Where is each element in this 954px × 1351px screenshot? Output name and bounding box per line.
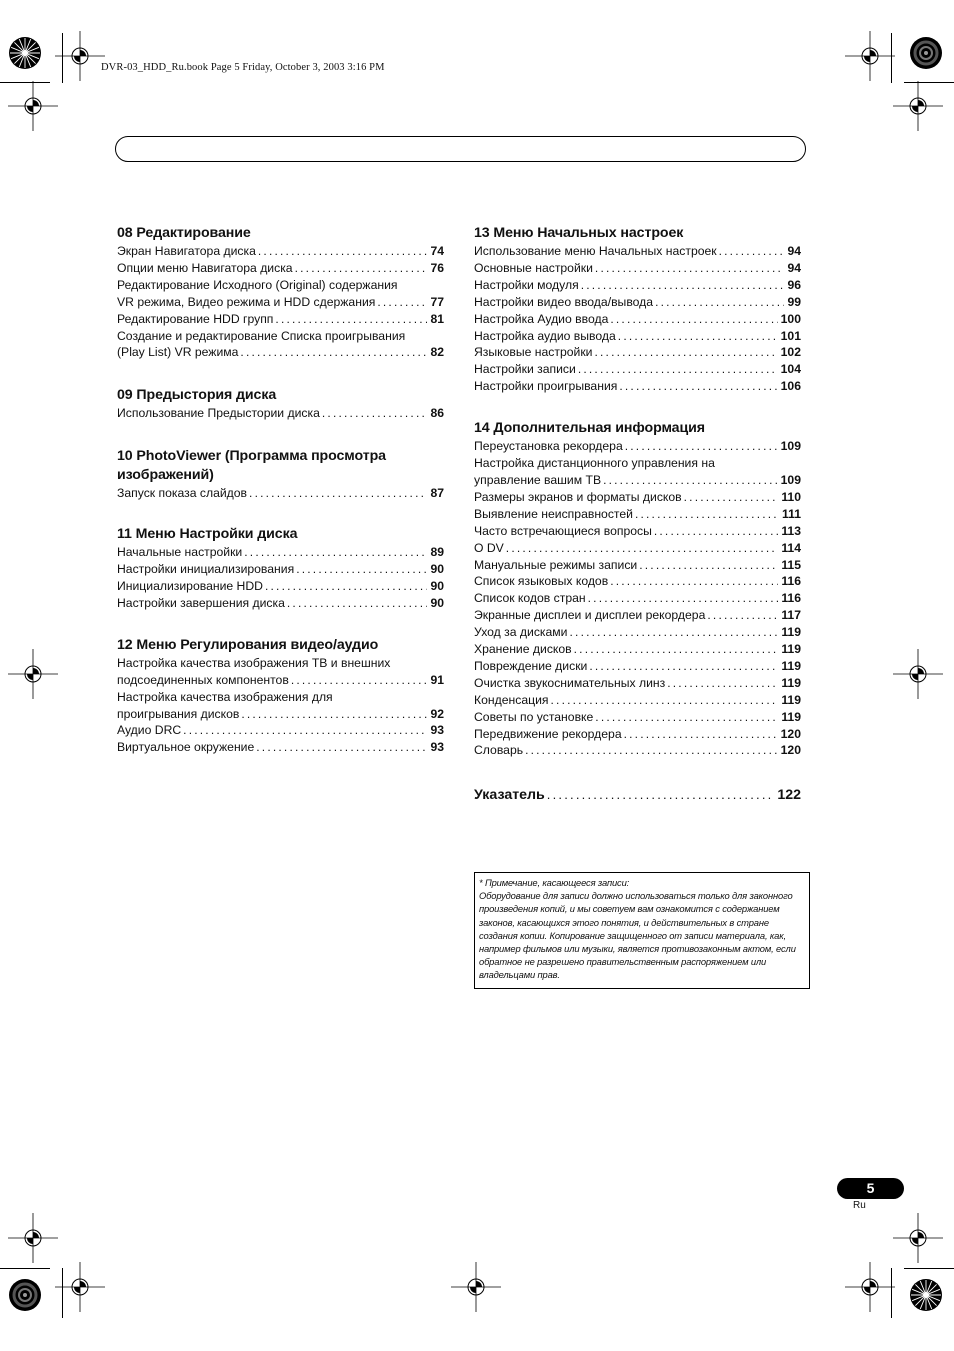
entry-text: проигрывания дисков <box>117 706 240 721</box>
toc-entry[interactable] <box>474 344 801 361</box>
registration-mark-icon <box>893 81 943 131</box>
toc-entry[interactable] <box>474 692 801 709</box>
section-title: 09 Предыстория диска <box>117 387 277 404</box>
entry-text: Настройка качества изображения ТВ и внешних <box>117 655 391 670</box>
toc-entry[interactable] <box>117 243 444 260</box>
toc-entry[interactable] <box>474 455 801 489</box>
page-ref: 87 <box>430 486 444 501</box>
page-ref: 119 <box>781 675 801 690</box>
recording-note-box <box>474 872 810 989</box>
entry-text: Использование Предыстории диска <box>117 406 320 421</box>
toc-entry[interactable] <box>117 689 444 723</box>
toc-entry[interactable] <box>474 378 801 395</box>
entry-text: Часто встречающиеся вопросы <box>474 523 652 538</box>
registration-mark-icon <box>845 1262 895 1312</box>
toc-section <box>117 224 444 361</box>
entry-text: (Play List) VR режима <box>117 345 239 360</box>
page-ref: 90 <box>430 595 444 610</box>
page-ref: 94 <box>787 260 801 275</box>
color-wheel-icon <box>909 36 943 70</box>
crop-mark <box>0 1268 50 1269</box>
entry-text: VR режима, Видео режима и HDD сдержания <box>117 294 376 309</box>
leader-dots <box>570 624 779 641</box>
color-wheel-icon <box>8 36 42 70</box>
leader-dots <box>551 692 779 709</box>
toc-entry[interactable] <box>474 624 801 641</box>
toc-section <box>474 224 801 395</box>
note-text: Оборудование для записи должно использоваться только для законного произведения копий, и мы советуем вам ознакомится с содержанием законов, касающихся этого понятия, и действительных в стране создания копии. Копирование защищенного от записи материала, как, например фильмов или музыки, является противозаконным актом, если обратное не разрешено правительственным распоряжением или владельцами прав. <box>479 890 796 981</box>
leader-dots <box>525 742 778 759</box>
page-ref: 76 <box>430 260 444 275</box>
entry-text: Создание и редактирование Списка проигрывания <box>117 328 406 343</box>
leader-dots <box>547 787 775 802</box>
leader-dots <box>588 590 779 607</box>
entry-text: Языковые настройки <box>474 345 593 360</box>
page-ref: 115 <box>781 557 801 572</box>
page-ref: 114 <box>781 540 801 555</box>
page-ref: 86 <box>430 406 444 421</box>
entry-text: подсоединенных компонентов <box>117 672 289 687</box>
section-title: 08 Редактирование <box>117 225 251 241</box>
toc-entry[interactable] <box>117 311 444 328</box>
leader-dots <box>667 675 778 692</box>
registration-mark-icon <box>893 649 943 699</box>
leader-dots <box>655 294 784 311</box>
entry-text: Хранение дисков <box>474 642 572 657</box>
toc-entry[interactable] <box>117 277 444 311</box>
registration-mark-icon <box>8 1213 58 1263</box>
leader-dots <box>719 243 785 260</box>
toc-entry[interactable] <box>474 277 801 294</box>
page-ref: 122 <box>777 787 801 804</box>
entry-text: Переустановка рекордера <box>474 439 623 454</box>
page-ref: 113 <box>781 523 801 538</box>
entry-text: Начальные настройки <box>117 545 243 560</box>
page-ref: 119 <box>781 642 801 657</box>
toc-entry[interactable] <box>474 607 801 624</box>
entry-text: O DV <box>474 540 504 555</box>
page-ref: 120 <box>780 726 801 741</box>
crop-mark <box>904 1268 954 1269</box>
page-ref: 109 <box>780 472 801 487</box>
toc-entry[interactable] <box>474 311 801 328</box>
page-ref: 92 <box>430 706 444 721</box>
toc-entry[interactable] <box>474 361 801 378</box>
entry-text: Выявление неисправностей <box>474 506 633 521</box>
entry-text: Настройки записи <box>474 362 576 377</box>
toc-entry[interactable] <box>474 294 801 311</box>
leader-dots <box>610 573 778 590</box>
toc-entry[interactable] <box>474 557 801 574</box>
leader-dots <box>291 672 428 689</box>
entry-text: Настройка качества изображения для <box>117 689 333 704</box>
leader-dots <box>377 294 427 311</box>
registration-mark-icon <box>451 1262 501 1312</box>
entry-text: Виртуальное окружение <box>117 740 255 755</box>
toc-entry[interactable] <box>474 658 801 675</box>
toc-entry[interactable] <box>474 243 801 260</box>
leader-dots <box>578 361 778 378</box>
toc-entry[interactable] <box>474 590 801 607</box>
leader-dots <box>574 641 779 658</box>
entry-text: Советы по установке <box>474 709 594 724</box>
entry-text: Настройки проигрывания <box>474 379 618 394</box>
language-code: Ru <box>853 1200 866 1211</box>
registration-mark-icon <box>55 31 105 81</box>
page-ref: 93 <box>430 740 444 755</box>
section-title: 11 Меню Настройки диска <box>117 526 298 543</box>
page-ref: 77 <box>430 294 444 309</box>
toc-section <box>474 419 801 759</box>
leader-dots <box>595 709 778 726</box>
page-ref: 119 <box>781 625 801 640</box>
entry-text: Редактирование HDD групп <box>117 311 274 326</box>
leader-dots <box>275 311 427 328</box>
leader-dots <box>707 607 778 624</box>
entry-text: Настройки модуля <box>474 277 579 292</box>
page-ref: 106 <box>780 379 801 394</box>
toc-entry[interactable] <box>117 722 444 739</box>
entry-text: Передвижение рекордера <box>474 726 622 741</box>
entry-text: Конденсация <box>474 692 549 707</box>
toc-entry[interactable] <box>117 405 444 422</box>
toc-section <box>117 386 444 422</box>
toc-entry[interactable] <box>117 655 444 689</box>
registration-mark-icon <box>8 81 58 131</box>
page-ref: 119 <box>781 658 801 673</box>
entry-text: Настройка Аудио ввода <box>474 311 609 326</box>
leader-dots <box>240 344 427 361</box>
page-ref: 100 <box>780 311 801 326</box>
page-ref: 99 <box>787 294 801 309</box>
index-entry[interactable] <box>474 787 801 803</box>
leader-dots <box>249 485 427 502</box>
entry-text: Мануальные режимы записи <box>474 557 638 572</box>
toc-entry[interactable] <box>474 641 801 658</box>
toc-entry[interactable] <box>474 489 801 506</box>
leader-dots <box>287 595 428 612</box>
entry-text: Список языковых кодов <box>474 574 609 589</box>
entry-text: Очистка звукоснимательных линз <box>474 675 666 690</box>
registration-mark-icon <box>55 1262 105 1312</box>
leader-dots <box>322 405 428 422</box>
leader-dots <box>241 706 427 723</box>
toc-section <box>117 447 444 502</box>
leader-dots <box>639 557 778 574</box>
color-wheel-icon <box>909 1278 943 1312</box>
toc-entry[interactable] <box>474 573 801 590</box>
section-title: 14 Дополнительная информация <box>474 420 705 437</box>
entry-text: Настройки видео ввода/вывода <box>474 294 654 309</box>
leader-dots <box>618 328 778 345</box>
toc-entry[interactable] <box>474 726 801 743</box>
entry-text: Редактирование Исходного (Original) содержания <box>117 277 398 292</box>
entry-text: Основные настройки <box>474 260 593 275</box>
leader-dots <box>595 260 785 277</box>
page-ref: 116 <box>781 591 801 606</box>
toc-entry[interactable] <box>117 544 444 561</box>
toc-entry[interactable] <box>117 260 444 277</box>
entry-text: Настройки завершения диска <box>117 595 285 610</box>
note-heading: * Примечание, касающееся записи: <box>479 877 630 888</box>
page-ref: 101 <box>780 328 801 343</box>
leader-dots <box>594 344 777 361</box>
page-ref: 110 <box>781 489 801 504</box>
toc-entry[interactable] <box>117 485 444 502</box>
leader-dots <box>265 578 427 595</box>
toc-section <box>117 525 444 612</box>
page-ref: 82 <box>430 345 444 360</box>
page-ref: 94 <box>787 244 801 258</box>
print-info: DVR-03_HDD_Ru.book Page 5 Friday, October 3, 2003 3:16 PM <box>101 62 385 73</box>
toc-entry[interactable] <box>474 709 801 726</box>
entry-text: Инициализирование HDD <box>117 578 263 593</box>
entry-text: Аудио DRC <box>117 723 182 738</box>
page-ref: 116 <box>781 574 801 589</box>
entry-text: Экран Навигатора диска <box>117 244 256 258</box>
toc-right-column <box>474 224 801 803</box>
leader-dots <box>625 438 778 455</box>
toc-section <box>117 636 444 756</box>
entry-text: Размеры экранов и форматы дисков <box>474 489 682 504</box>
toc-entry[interactable] <box>474 523 801 540</box>
page-ref: 102 <box>780 345 801 360</box>
leader-dots <box>296 561 427 578</box>
color-wheel-icon <box>8 1278 42 1312</box>
page-ref: 119 <box>781 692 801 707</box>
leader-dots <box>183 722 427 739</box>
entry-text: Запуск показа слайдов <box>117 486 248 501</box>
entry-text: Настройка дистанционного управления на <box>474 456 715 471</box>
entry-text: Словарь <box>474 743 524 758</box>
entry-text: Настройка аудио вывода <box>474 328 616 343</box>
page-ref: 89 <box>430 545 444 560</box>
page-ref: 104 <box>780 362 801 377</box>
leader-dots <box>654 523 778 540</box>
toc-entry[interactable] <box>474 742 801 759</box>
toc-entry[interactable] <box>117 561 444 578</box>
entry-text: Экранные дисплеи и дисплеи рекордера <box>474 608 706 623</box>
page-ref: 119 <box>781 709 801 724</box>
leader-dots <box>506 540 779 557</box>
page-ref: 74 <box>430 244 444 258</box>
leader-dots <box>256 739 427 756</box>
leader-dots <box>258 243 428 260</box>
toc-entry[interactable] <box>117 578 444 595</box>
page-ref: 90 <box>430 562 444 577</box>
entry-text: Опции меню Навигатора диска <box>117 260 293 275</box>
leader-dots <box>295 260 428 277</box>
page-ref: 90 <box>430 578 444 593</box>
page-ref: 96 <box>787 277 801 292</box>
leader-dots <box>244 544 427 561</box>
page-number-badge: 5 <box>837 1178 904 1199</box>
toc-entry[interactable] <box>474 540 801 557</box>
index-label: Указатель <box>474 787 545 804</box>
section-title: 10 PhotoViewer (Программа просмотра изображений) <box>117 448 386 484</box>
toc-entry[interactable] <box>117 328 444 362</box>
toc-entry[interactable] <box>474 260 801 277</box>
chapter-title-bar <box>115 136 806 162</box>
registration-mark-icon <box>893 1213 943 1263</box>
toc-entry[interactable] <box>474 506 801 523</box>
entry-text: Список кодов стран <box>474 591 586 606</box>
page-ref: 91 <box>430 672 444 687</box>
toc-entry[interactable] <box>474 328 801 345</box>
entry-text: Использование меню Начальных настроек <box>474 244 717 258</box>
leader-dots <box>603 472 778 489</box>
toc-left-column <box>117 224 444 756</box>
section-title: 13 Меню Начальных настроек <box>474 225 684 241</box>
toc-entry[interactable] <box>117 595 444 612</box>
leader-dots <box>635 506 779 523</box>
registration-mark-icon <box>8 649 58 699</box>
leader-dots <box>684 489 779 506</box>
page-ref: 109 <box>780 439 801 454</box>
leader-dots <box>624 726 778 743</box>
leader-dots <box>589 658 778 675</box>
entry-text: Повреждение диски <box>474 658 588 673</box>
page-ref: 81 <box>430 311 444 326</box>
entry-text: Настройки инициализирования <box>117 562 295 577</box>
page-ref: 111 <box>782 506 801 521</box>
toc-entry[interactable] <box>117 739 444 756</box>
section-title: 12 Меню Регулирования видео/аудио <box>117 636 379 653</box>
leader-dots <box>610 311 777 328</box>
leader-dots <box>581 277 785 294</box>
page-ref: 120 <box>780 743 801 758</box>
page-ref: 93 <box>430 723 444 738</box>
toc-entry[interactable] <box>474 675 801 692</box>
toc-entry[interactable] <box>474 438 801 455</box>
leader-dots <box>619 378 777 395</box>
registration-mark-icon <box>845 31 895 81</box>
page-ref: 117 <box>781 608 801 623</box>
entry-text: управление вашим ТВ <box>474 472 602 487</box>
entry-text: Уход за дисками <box>474 625 568 640</box>
